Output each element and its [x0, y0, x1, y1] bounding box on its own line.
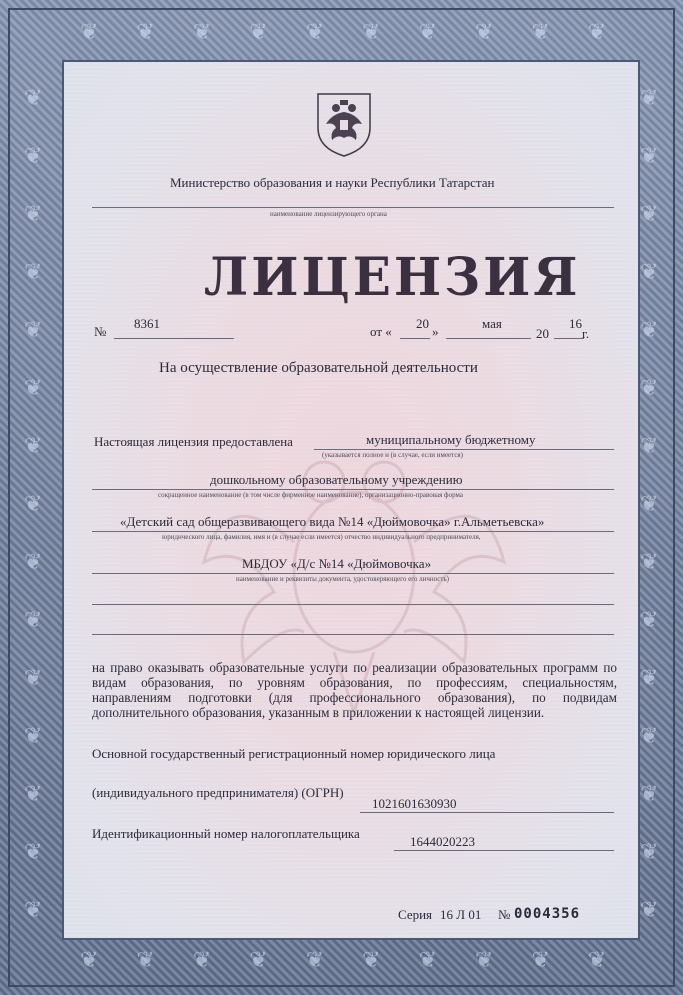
date-year-underline	[554, 338, 584, 339]
date-year: 16	[569, 316, 582, 331]
date-day: 20	[416, 316, 429, 331]
ogrn-value: 1021601630930	[372, 796, 457, 811]
border-ornament-bottom: ❦❦❦❦❦❦❦❦❦❦	[80, 948, 645, 973]
inn-label: Идентификационный номер налогоплательщика	[92, 826, 360, 841]
issued-to-label: Настоящая лицензия предоставлена	[94, 434, 293, 449]
line2-underline	[92, 489, 614, 490]
number-label: №	[94, 324, 107, 339]
border-ornament-top: ❦❦❦❦❦❦❦❦❦❦	[80, 20, 645, 45]
date-from-label: от «	[370, 324, 392, 339]
caption-document: наименование и реквизиты документа, удостоверяющего его личность)	[236, 575, 449, 583]
date-day-underline	[400, 338, 430, 339]
line4-underline	[92, 573, 614, 574]
organization-form: дошкольному образовательному учреждению	[210, 472, 463, 487]
date-month-underline	[446, 338, 531, 339]
document-title: ЛИЦЕНЗИЯ	[204, 245, 581, 308]
rights-paragraph: на право оказывать образовательные услуги по реализации образовательных программ по видам образования, по уровням образования, по профессиям, специальностям, направлениям подготовки (для профессионального образования), по подвидам дополнительного образования, указанным в приложении к настоящей лицензии.	[92, 660, 617, 720]
number-underline	[114, 338, 234, 339]
authority-caption: наименование лицензирующего органа	[270, 210, 387, 218]
border-ornament-left: ❦ ❦ ❦ ❦ ❦ ❦ ❦ ❦ ❦ ❦ ❦ ❦ ❦ ❦ ❦	[24, 86, 43, 923]
series-number-label: №	[498, 907, 511, 922]
paper-area	[62, 60, 640, 940]
ogrn-label-line2: (индивидуального предпринимателя) (ОГРН)	[92, 785, 344, 800]
authority-underline	[92, 207, 614, 208]
caption-legal-entity: юридического лица, фамилия, имя и (в случае если имеется) отчество индивидуального предпринимателя,	[162, 533, 481, 541]
inn-value: 1644020223	[410, 834, 475, 849]
series-value: 16 Л 01	[440, 907, 482, 922]
date-year-prefix: 20	[536, 326, 549, 341]
issued-to-underline	[314, 449, 614, 450]
border-ornament-right: ❦ ❦ ❦ ❦ ❦ ❦ ❦ ❦ ❦ ❦ ❦ ❦ ❦ ❦ ❦	[640, 86, 659, 923]
issuing-authority: Министерство образования и науки Республики Татарстан	[170, 175, 495, 190]
date-year-suffix: г.	[582, 326, 590, 341]
caption-full-name: (указывается полное и (в случае, если имеется)	[322, 451, 463, 459]
blank-line-1	[92, 604, 614, 605]
inn-underline	[394, 850, 614, 851]
organization-name: «Детский сад общеразвивающего вида №14 «Дюймовочка» г.Альметьевска»	[120, 514, 545, 529]
date-month: мая	[482, 316, 502, 331]
issued-to-value: муниципальному бюджетному	[366, 432, 536, 447]
series-number: 0004356	[514, 906, 581, 922]
license-number: 8361	[134, 316, 160, 331]
organization-short-name: МБДОУ «Д/с №14 «Дюймовочка»	[242, 556, 432, 571]
caption-short-name: сокращенное наименование (в том числе фирменное наименование), организационно-правовая форма	[158, 491, 463, 499]
activity-type: На осуществление образовательной деятельности	[159, 360, 478, 376]
line3-underline	[92, 531, 614, 532]
blank-line-2	[92, 634, 614, 635]
ogrn-label-line1: Основной государственный регистрационный номер юридического лица	[92, 746, 496, 761]
series-label: Серия	[398, 907, 433, 922]
date-mid: »	[432, 324, 439, 339]
coat-of-arms-icon	[314, 90, 374, 158]
ogrn-underline	[360, 812, 614, 813]
